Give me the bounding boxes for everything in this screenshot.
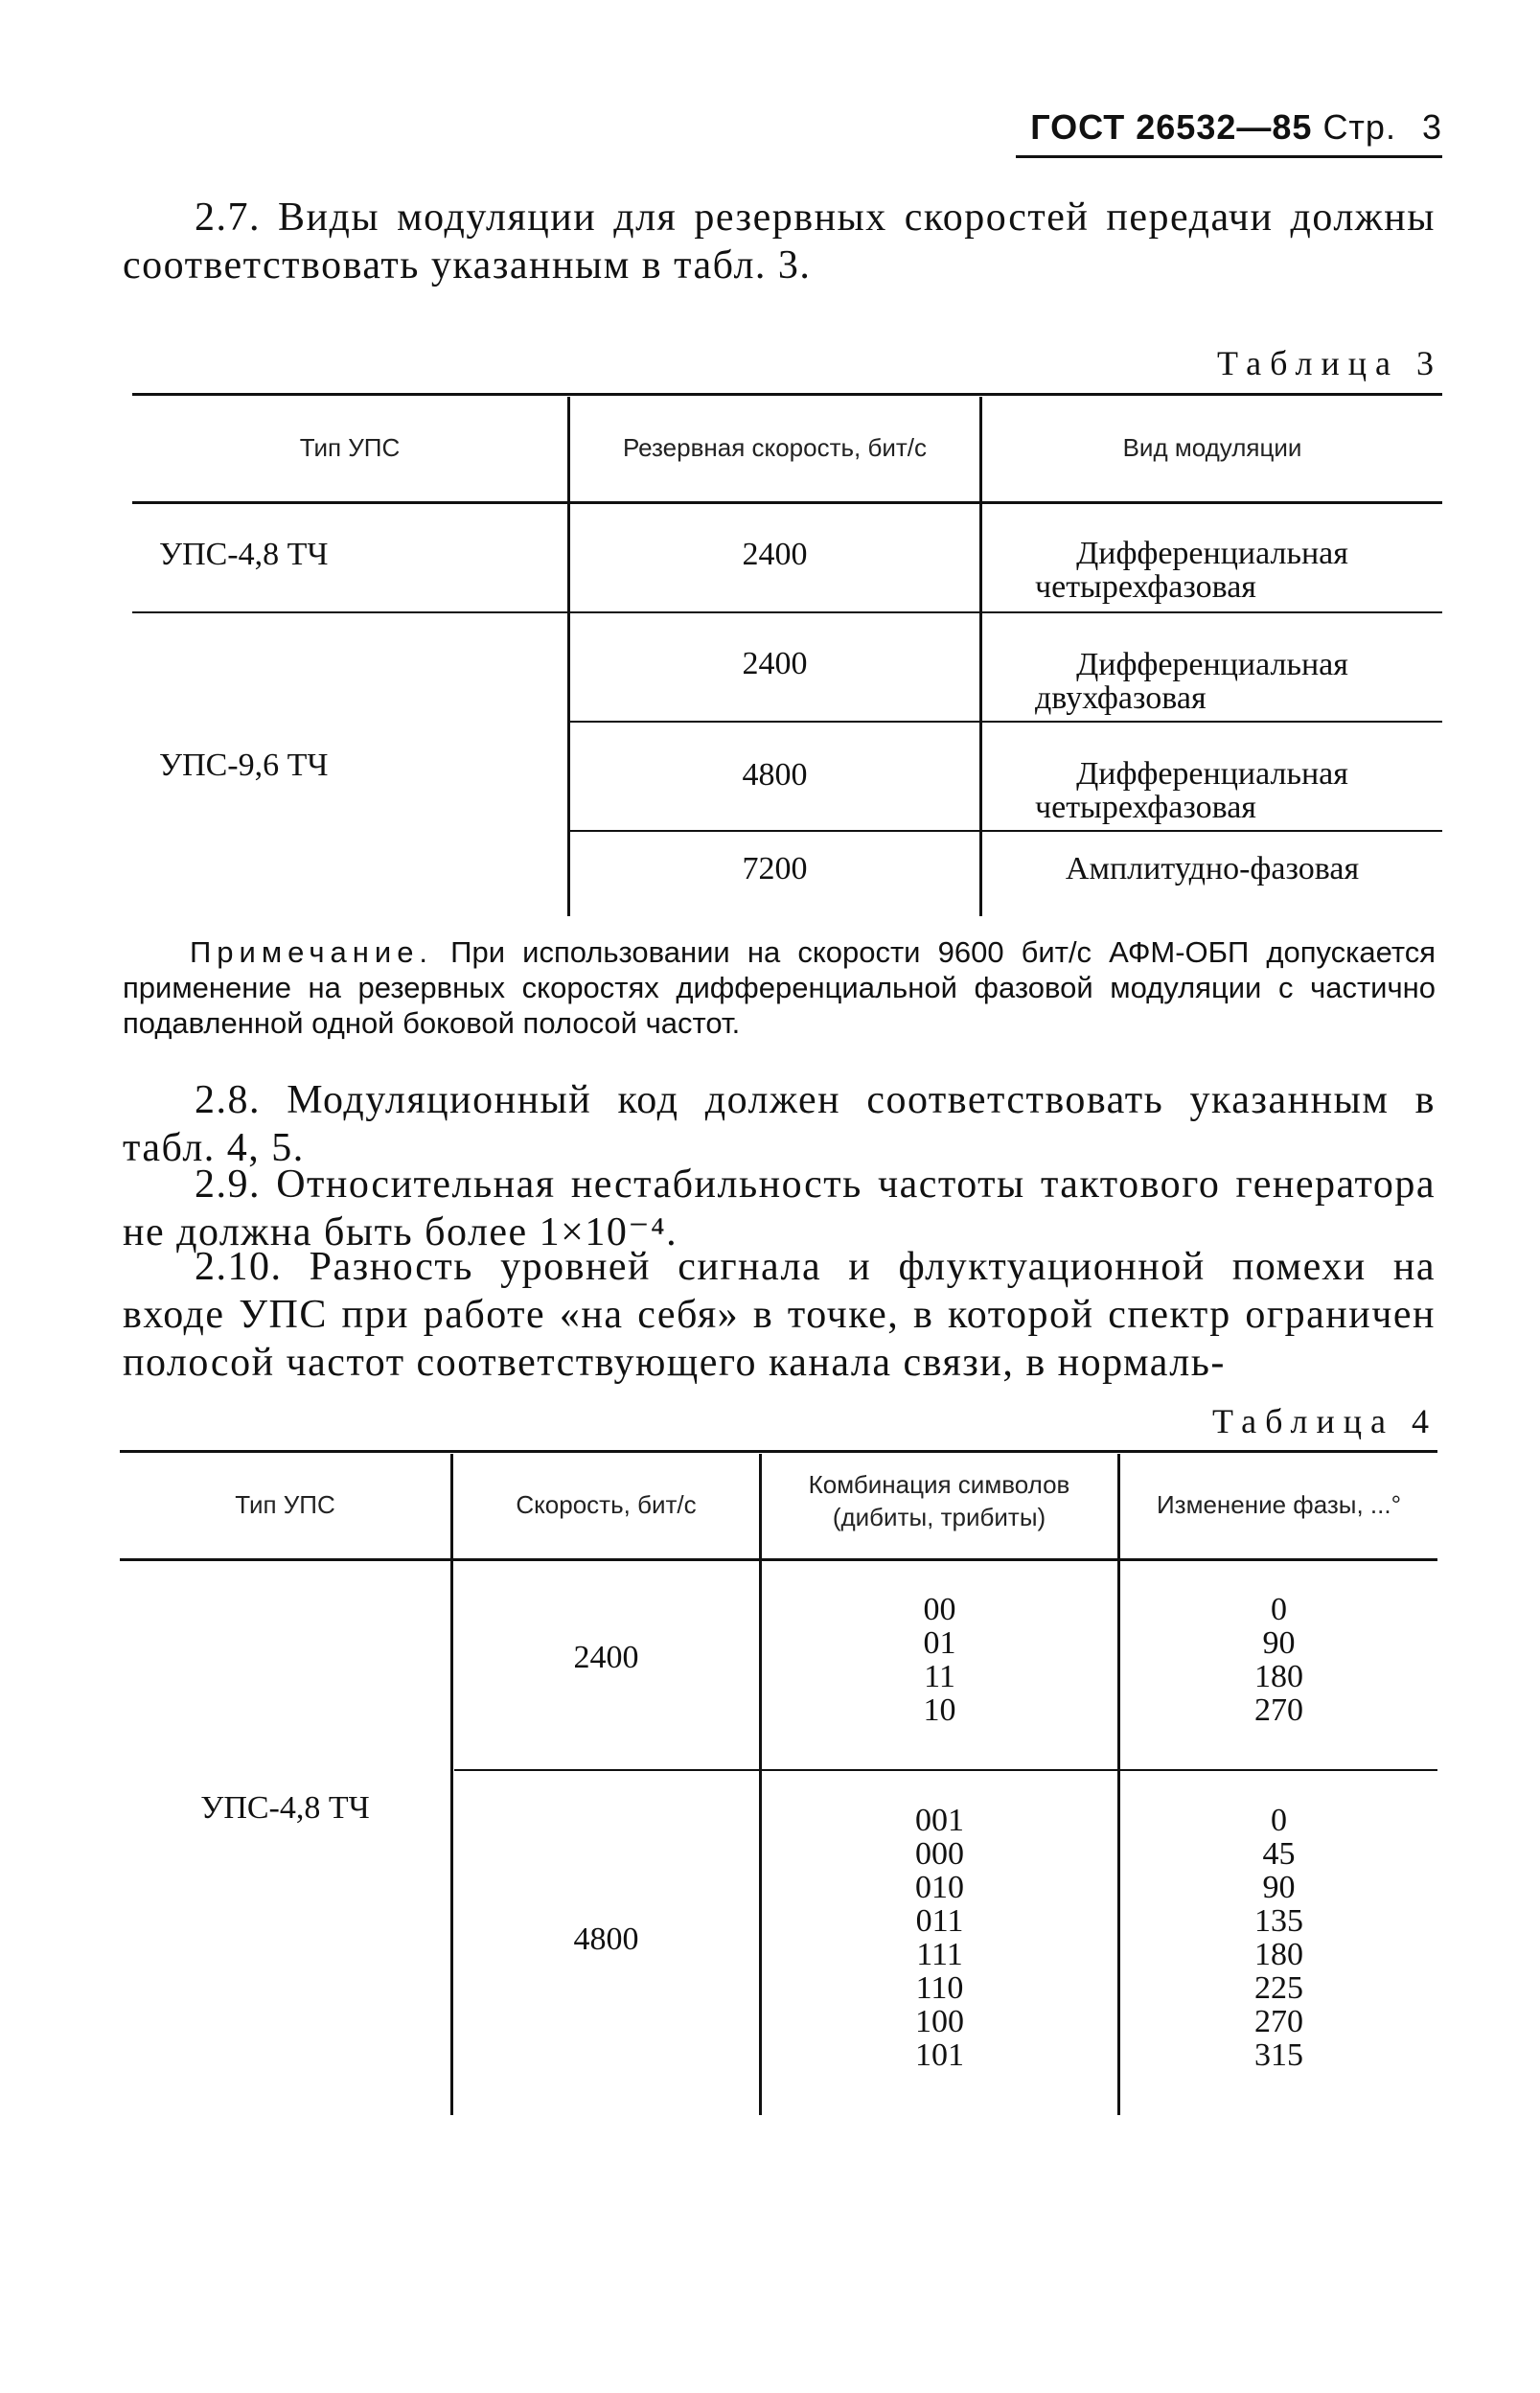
- table3-row-rule: [132, 611, 1442, 613]
- paragraph-2-9: 2.9. Относительная нестабильность частоты тактового генератора не должна быть более 1×10⁻⁴.: [123, 1162, 1436, 1254]
- table4-combo: 000: [915, 1836, 964, 1872]
- paragraph-2-8: 2.8. Модуляционный код должен соответствовать указанным в табл. 4, 5.: [123, 1078, 1436, 1170]
- paragraph-2-10: 2.10. Разность уровней сигнала и флуктуационной помехи на входе УПС при работе «на себя» в точке, в которой спектр ограничен полосой частот соответствующего канала связи, в нормаль-: [123, 1245, 1436, 1385]
- table4-combo: 00: [923, 1592, 956, 1627]
- table4-phase: 90: [1262, 1625, 1296, 1661]
- table3-header-type: Тип УПС: [299, 433, 401, 462]
- note-text: При использовании на скорости 9600 бит/с АФМ-ОБП допускается применение на резервных скоростях дифференциальной фазовой модуляции с частично подавленной одной боковой полосой частот.: [123, 935, 1436, 1040]
- table3-cell-modulation: Дифференциальная четырехфазовая: [1035, 756, 1348, 825]
- table3-cell-modulation: Дифференциальная четырехфазовая: [1035, 536, 1348, 605]
- table4-combo: 10: [923, 1692, 956, 1728]
- table4-combo: 111: [916, 1937, 963, 1972]
- table3-header-speed: Резервная скорость, бит/с: [622, 433, 928, 462]
- table3-cell-modulation: Амплитудно-фазовая: [1065, 851, 1360, 886]
- table3-top-rule: [132, 393, 1442, 396]
- table4-combinations: [762, 1593, 1117, 1727]
- table4-phases: [1120, 1593, 1437, 1727]
- table4-combo: 01: [923, 1625, 956, 1661]
- table3-cell-speed: 2400: [742, 646, 808, 681]
- table4-phase: 315: [1254, 2037, 1303, 2073]
- table4-phase: 90: [1262, 1870, 1296, 1905]
- table4-phase: 0: [1271, 1592, 1287, 1627]
- document-code: ГОСТ 26532—85: [1030, 107, 1313, 147]
- table3-cell-speed: 7200: [742, 851, 808, 886]
- table4-phase: 135: [1254, 1903, 1303, 1939]
- table4-phase: 270: [1254, 1692, 1303, 1728]
- table4-phase: 45: [1262, 1836, 1296, 1872]
- note-label: Примечание.: [190, 935, 434, 969]
- table4-caption: Таблица 4: [1212, 1402, 1437, 1440]
- table3-cell-modulation: Дифференциальная двухфазовая: [1035, 647, 1348, 716]
- table4-cell-speed: 4800: [573, 1921, 639, 1957]
- table4-phase: 225: [1254, 1970, 1303, 2006]
- table4-header-phase: Изменение фазы, ...°: [1156, 1490, 1401, 1519]
- table4-combo: 100: [915, 2004, 964, 2039]
- header-rule: [1016, 155, 1442, 158]
- table4-combo: 11: [924, 1659, 955, 1694]
- paragraph-2-7: 2.7. Виды модуляции для резервных скоростей передачи должны соответствовать указанным в табл. 3.: [123, 196, 1436, 288]
- table4-phase: 180: [1254, 1659, 1303, 1694]
- table3-note: [123, 934, 1436, 1041]
- table3-row-rule: [567, 721, 1442, 723]
- table4-phase: 0: [1271, 1803, 1287, 1838]
- table4-phase: 180: [1254, 1937, 1303, 1972]
- table4-header-combination: Комбинация символов (дибиты, трибиты): [808, 1470, 1070, 1531]
- table3-row-rule: [567, 830, 1442, 832]
- table3-cell-type: УПС-4,8 ТЧ: [159, 537, 329, 572]
- table4-cell-speed: 2400: [573, 1640, 639, 1675]
- table4-col-divider: [450, 1454, 453, 2115]
- table3-cell-type: УПС-9,6 ТЧ: [159, 748, 329, 783]
- page-number: 3: [1421, 107, 1442, 147]
- table3-header-modulation: Вид модуляции: [1122, 433, 1302, 462]
- table4-phase: 270: [1254, 2004, 1303, 2039]
- table4-combo: 011: [915, 1903, 964, 1939]
- table4-header-speed: Скорость, бит/с: [516, 1490, 697, 1519]
- table3-cell-speed: 2400: [742, 537, 808, 572]
- table3-cell-speed: 4800: [742, 757, 808, 793]
- table4-cell-type: УПС-4,8 ТЧ: [200, 1790, 370, 1826]
- table4-top-rule: [120, 1450, 1437, 1453]
- table4-combo: 001: [915, 1803, 964, 1838]
- table4-group-rule: [454, 1769, 1437, 1771]
- table3-caption: Таблица 3: [1217, 344, 1442, 382]
- table4-combo: 010: [915, 1870, 964, 1905]
- table4-header-rule: [120, 1558, 1437, 1561]
- table4-combo: 101: [915, 2037, 964, 2073]
- table4-header-type: Тип УПС: [235, 1490, 335, 1519]
- table4-combo: 110: [915, 1970, 964, 2006]
- table4-combinations: [762, 1804, 1117, 2072]
- page-header: [958, 107, 1442, 148]
- page-label: Стр.: [1322, 107, 1396, 147]
- table3-header-rule: [132, 501, 1442, 504]
- table4-phases: [1120, 1804, 1437, 2072]
